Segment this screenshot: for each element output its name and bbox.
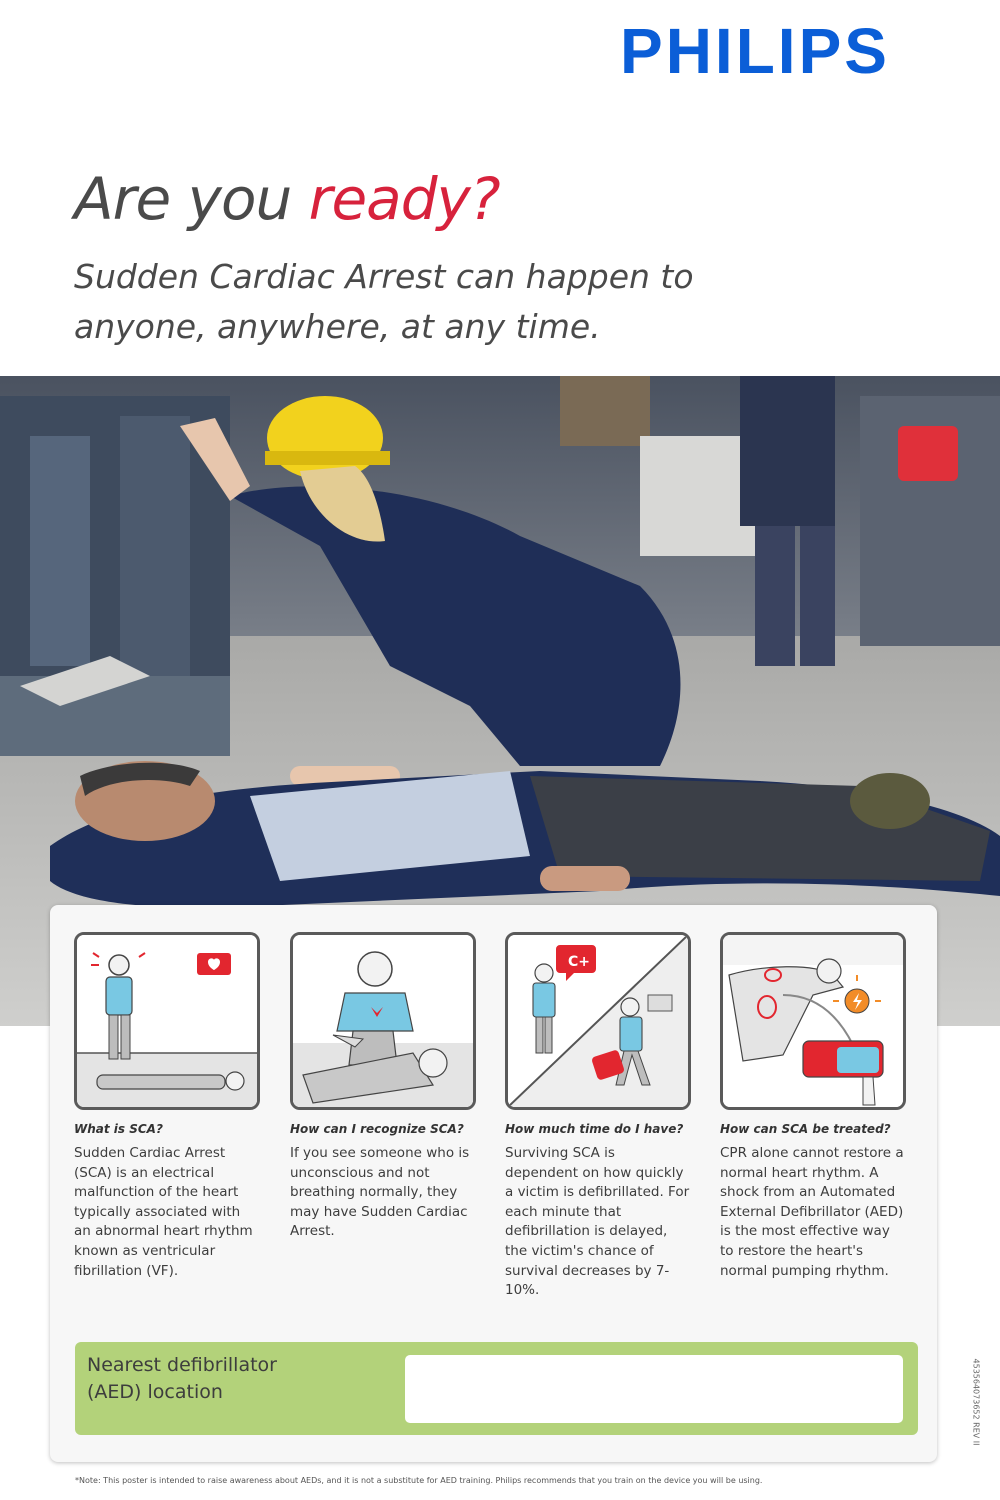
document-code: 453564073652 REV II (971, 1358, 981, 1446)
card-answer: CPR alone cannot restore a normal heart rhythm. A shock from an Automated External Defibrillator (AED) is the most effective way to restore the heart's normal pumping rhythm. (720, 1145, 904, 1279)
footnote: *Note: This poster is intended to raise awareness about AEDs, and it is not a substitute for AED training. Philips recommends that you train on the device you will be using. (75, 1476, 763, 1485)
card-answer: Sudden Cardiac Arrest (SCA) is an electrical malfunction of the heart typically associated with an abnormal heart rhythm known as ventricular fibrillation (VF). (74, 1145, 253, 1279)
headline-accent: ready? (308, 165, 500, 233)
card-answer: Surviving SCA is dependent on how quickly a victim is defibrillated. For each minute that defibrillation is delayed, the victim's chance of survival decreases by 7-10%. (505, 1145, 690, 1299)
headline-lead: Are you (74, 165, 309, 233)
card-recognize-sca (290, 932, 476, 1242)
card-how-much-time (505, 932, 691, 1301)
philips-logo: PHILIPS (620, 15, 890, 87)
card-what-is-sca (74, 932, 260, 1281)
headline (74, 165, 500, 233)
aed-location-field[interactable] (405, 1355, 903, 1423)
call-and-fetch-aed-icon (505, 932, 691, 1110)
info-panel (50, 905, 937, 1462)
card-question: How can SCA be treated? (720, 1122, 891, 1136)
aed-shock-icon (720, 932, 906, 1110)
check-breathing-icon (290, 932, 476, 1110)
collapse-scene-icon (74, 932, 260, 1110)
card-answer: If you see someone who is unconscious and not breathing normally, they may have Sudden Cardiac Arrest. (290, 1145, 470, 1240)
aed-location-box (75, 1342, 918, 1435)
aed-location-label: Nearest defibrillator (AED) location (87, 1354, 277, 1403)
svg-text:C+: C+ (568, 954, 591, 970)
subheadline: Sudden Cardiac Arrest can happen to anyone, anywhere, at any time. (74, 257, 694, 346)
card-question: How can I recognize SCA? (290, 1122, 464, 1136)
card-question: How much time do I have? (505, 1122, 684, 1136)
card-question: What is SCA? (74, 1122, 163, 1136)
card-how-treated (720, 932, 906, 1281)
